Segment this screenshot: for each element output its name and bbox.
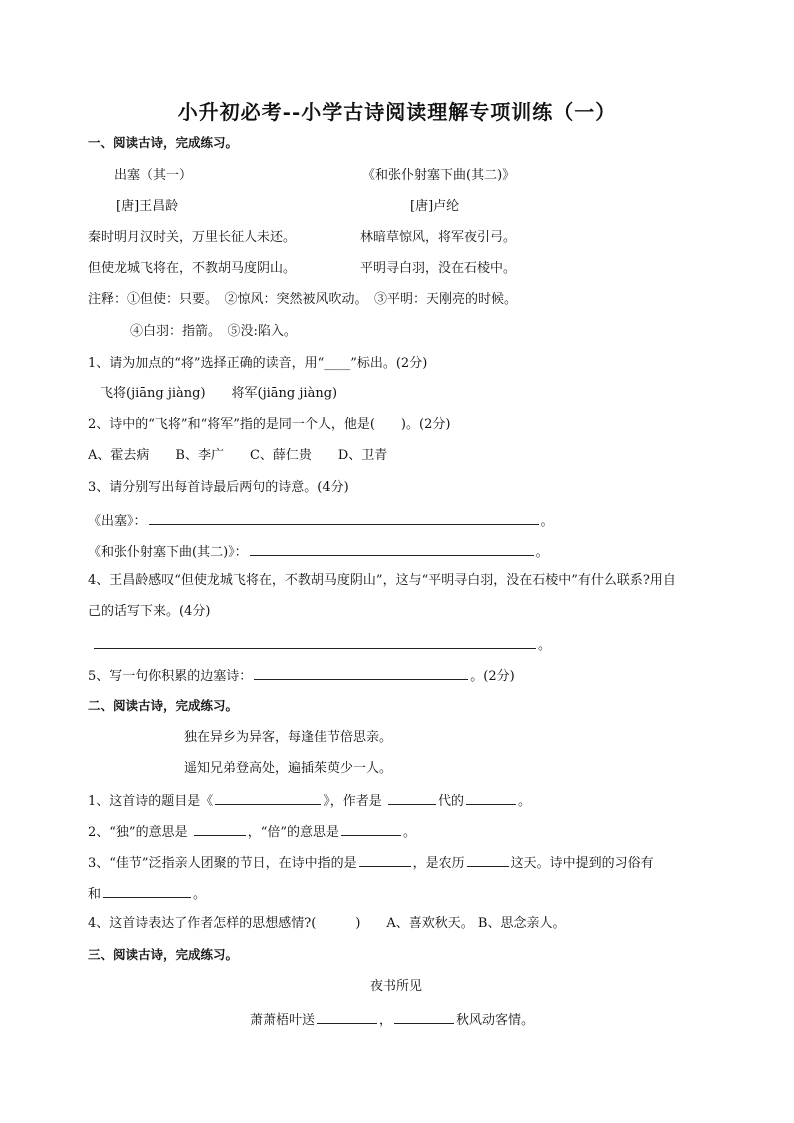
s3-line1-part-a: 萧萧梧叶送 — [250, 1013, 316, 1028]
s2-q1-dynasty-blank[interactable] — [388, 791, 436, 805]
s2-poem-line1: 独在异乡为异客，每逢佳节倍思亲。 — [184, 730, 393, 745]
s1-question-2: 2、诗中的“飞将”和“将军”指的是同一个人，他是( )。(2分) — [88, 417, 451, 432]
s2-q1-title-blank[interactable] — [215, 791, 321, 805]
s1-q4-answer-line — [92, 635, 551, 655]
q5-score: 。(2分) — [470, 669, 515, 684]
s2-question-1 — [88, 791, 531, 811]
s3-line1-blank-2[interactable] — [394, 1010, 454, 1024]
s2-poem-line2: 遥知兄弟登高处，遍插茱萸少一人。 — [184, 761, 393, 776]
s2-q1-part-b: 》，作者是 — [323, 794, 382, 809]
s1-question-4-line2: 己的话写下来。(4分) — [88, 604, 211, 619]
s1-question-5 — [88, 666, 515, 686]
s2-question-3 — [88, 853, 654, 873]
s3-line1-part-c: 秋风动客情。 — [456, 1013, 535, 1028]
s2-q3-part-a: 3、“佳节”泛指亲人团聚的节日，在诗中指的是 — [88, 856, 357, 871]
s2-question-4: 4、这首诗表达了作者怎样的思想感情?( ) A、喜欢秋天。 B、思念亲人。 — [88, 916, 566, 931]
notes-line1: 注释：①但使：只要。 ②惊风：突然被风吹动。 ③平明：天刚亮的时候。 — [88, 292, 518, 307]
s3-poem-line1 — [250, 1010, 534, 1030]
poem1-title: 出塞（其一） — [114, 168, 193, 183]
s1-question-1: 1、请为加点的“将”选择正确的读音，用“____”标出。(2分) — [88, 356, 428, 371]
s2-q3-part-c: 这天。诗中提到的习俗有 — [510, 856, 654, 871]
s2-q2-bei-blank[interactable] — [341, 822, 401, 836]
poem2-line2: 平明寻白羽，没在石棱中。 — [360, 261, 517, 276]
period: 。 — [540, 514, 554, 529]
poem1-author: [唐]王昌龄 — [116, 199, 179, 214]
s1-question-1-options: 飞将(jiāng jiàng) 将军(jiāng jiàng) — [100, 386, 338, 401]
poem2-line1: 林暗草惊风，将军夜引弓。 — [360, 230, 517, 245]
notes-line2: ④白羽：指箭。 ⑤没:陷入。 — [130, 324, 297, 339]
s3-line1-comma: ， — [379, 1013, 393, 1028]
s2-q2-du-blank[interactable] — [194, 822, 246, 836]
poem1-line1: 秦时明月汉时关，万里长征人未还。 — [88, 230, 297, 245]
s2-q3-part-d: 和 — [88, 887, 102, 902]
s2-question-2 — [88, 822, 416, 842]
s1-question-2-options: A、霍去病 B、李广 C、薛仁贵 D、卫青 — [88, 448, 388, 463]
q3-a-answer-blank[interactable] — [149, 511, 539, 525]
q3-a-label: 《出塞》： — [88, 514, 147, 529]
q3-b-label: 《和张仆射塞下曲(其二)》： — [88, 545, 248, 560]
s2-q2-part-a: 2、“独”的意思是 — [88, 825, 188, 840]
q4-answer-blank[interactable] — [94, 635, 536, 649]
s2-q3-custom-blank[interactable] — [103, 884, 191, 898]
s1-q3-answer-b — [88, 542, 549, 562]
s2-q1-author-blank[interactable] — [466, 791, 516, 805]
poem2-author: [唐]卢纶 — [410, 199, 460, 214]
s2-q1-period: 。 — [517, 794, 531, 809]
s2-q2-part-b: ，“倍”的意思是 — [247, 825, 340, 840]
s2-q1-part-c: 代的 — [437, 794, 464, 809]
period: 。 — [193, 887, 207, 902]
s2-q3-date-blank[interactable] — [467, 853, 509, 867]
section-2-heading: 二、阅读古诗，完成练习。 — [88, 698, 239, 713]
q3-b-answer-blank[interactable] — [250, 542, 534, 556]
page-title: 小升初必考--小学古诗阅读理解专项训练（一） — [177, 100, 617, 124]
s3-poem-title: 夜书所见 — [370, 979, 423, 994]
s2-question-3-cont — [88, 884, 206, 904]
s1-question-4-line1: 4、王昌龄感叹“但使龙城飞将在，不教胡马度阴山”，这与“平明寻白羽，没在石棱中”有什么联系?用自 — [88, 573, 676, 588]
s2-q1-part-a: 1、这首诗的题目是《 — [88, 794, 214, 809]
s3-line1-blank-1[interactable] — [317, 1010, 377, 1024]
s1-question-3: 3、请分别写出每首诗最后两句的诗意。(4分) — [88, 480, 349, 495]
poem1-line2: 但使龙城飞将在，不教胡马度阴山。 — [88, 261, 297, 276]
s2-q3-festival-blank[interactable] — [359, 853, 411, 867]
q5-answer-blank[interactable] — [254, 666, 468, 680]
period: 。 — [535, 545, 549, 560]
period: 。 — [403, 825, 417, 840]
q5-label: 5、写一句你积累的边塞诗： — [88, 669, 253, 684]
s1-q3-answer-a — [88, 511, 554, 531]
s2-q3-part-b: ，是农历 — [412, 856, 465, 871]
period: 。 — [538, 638, 552, 653]
section-1-heading: 一、阅读古诗，完成练习。 — [88, 135, 239, 150]
poem2-title: 《和张仆射塞下曲(其二)》 — [362, 168, 516, 183]
section-3-heading: 三、阅读古诗，完成练习。 — [88, 947, 239, 962]
